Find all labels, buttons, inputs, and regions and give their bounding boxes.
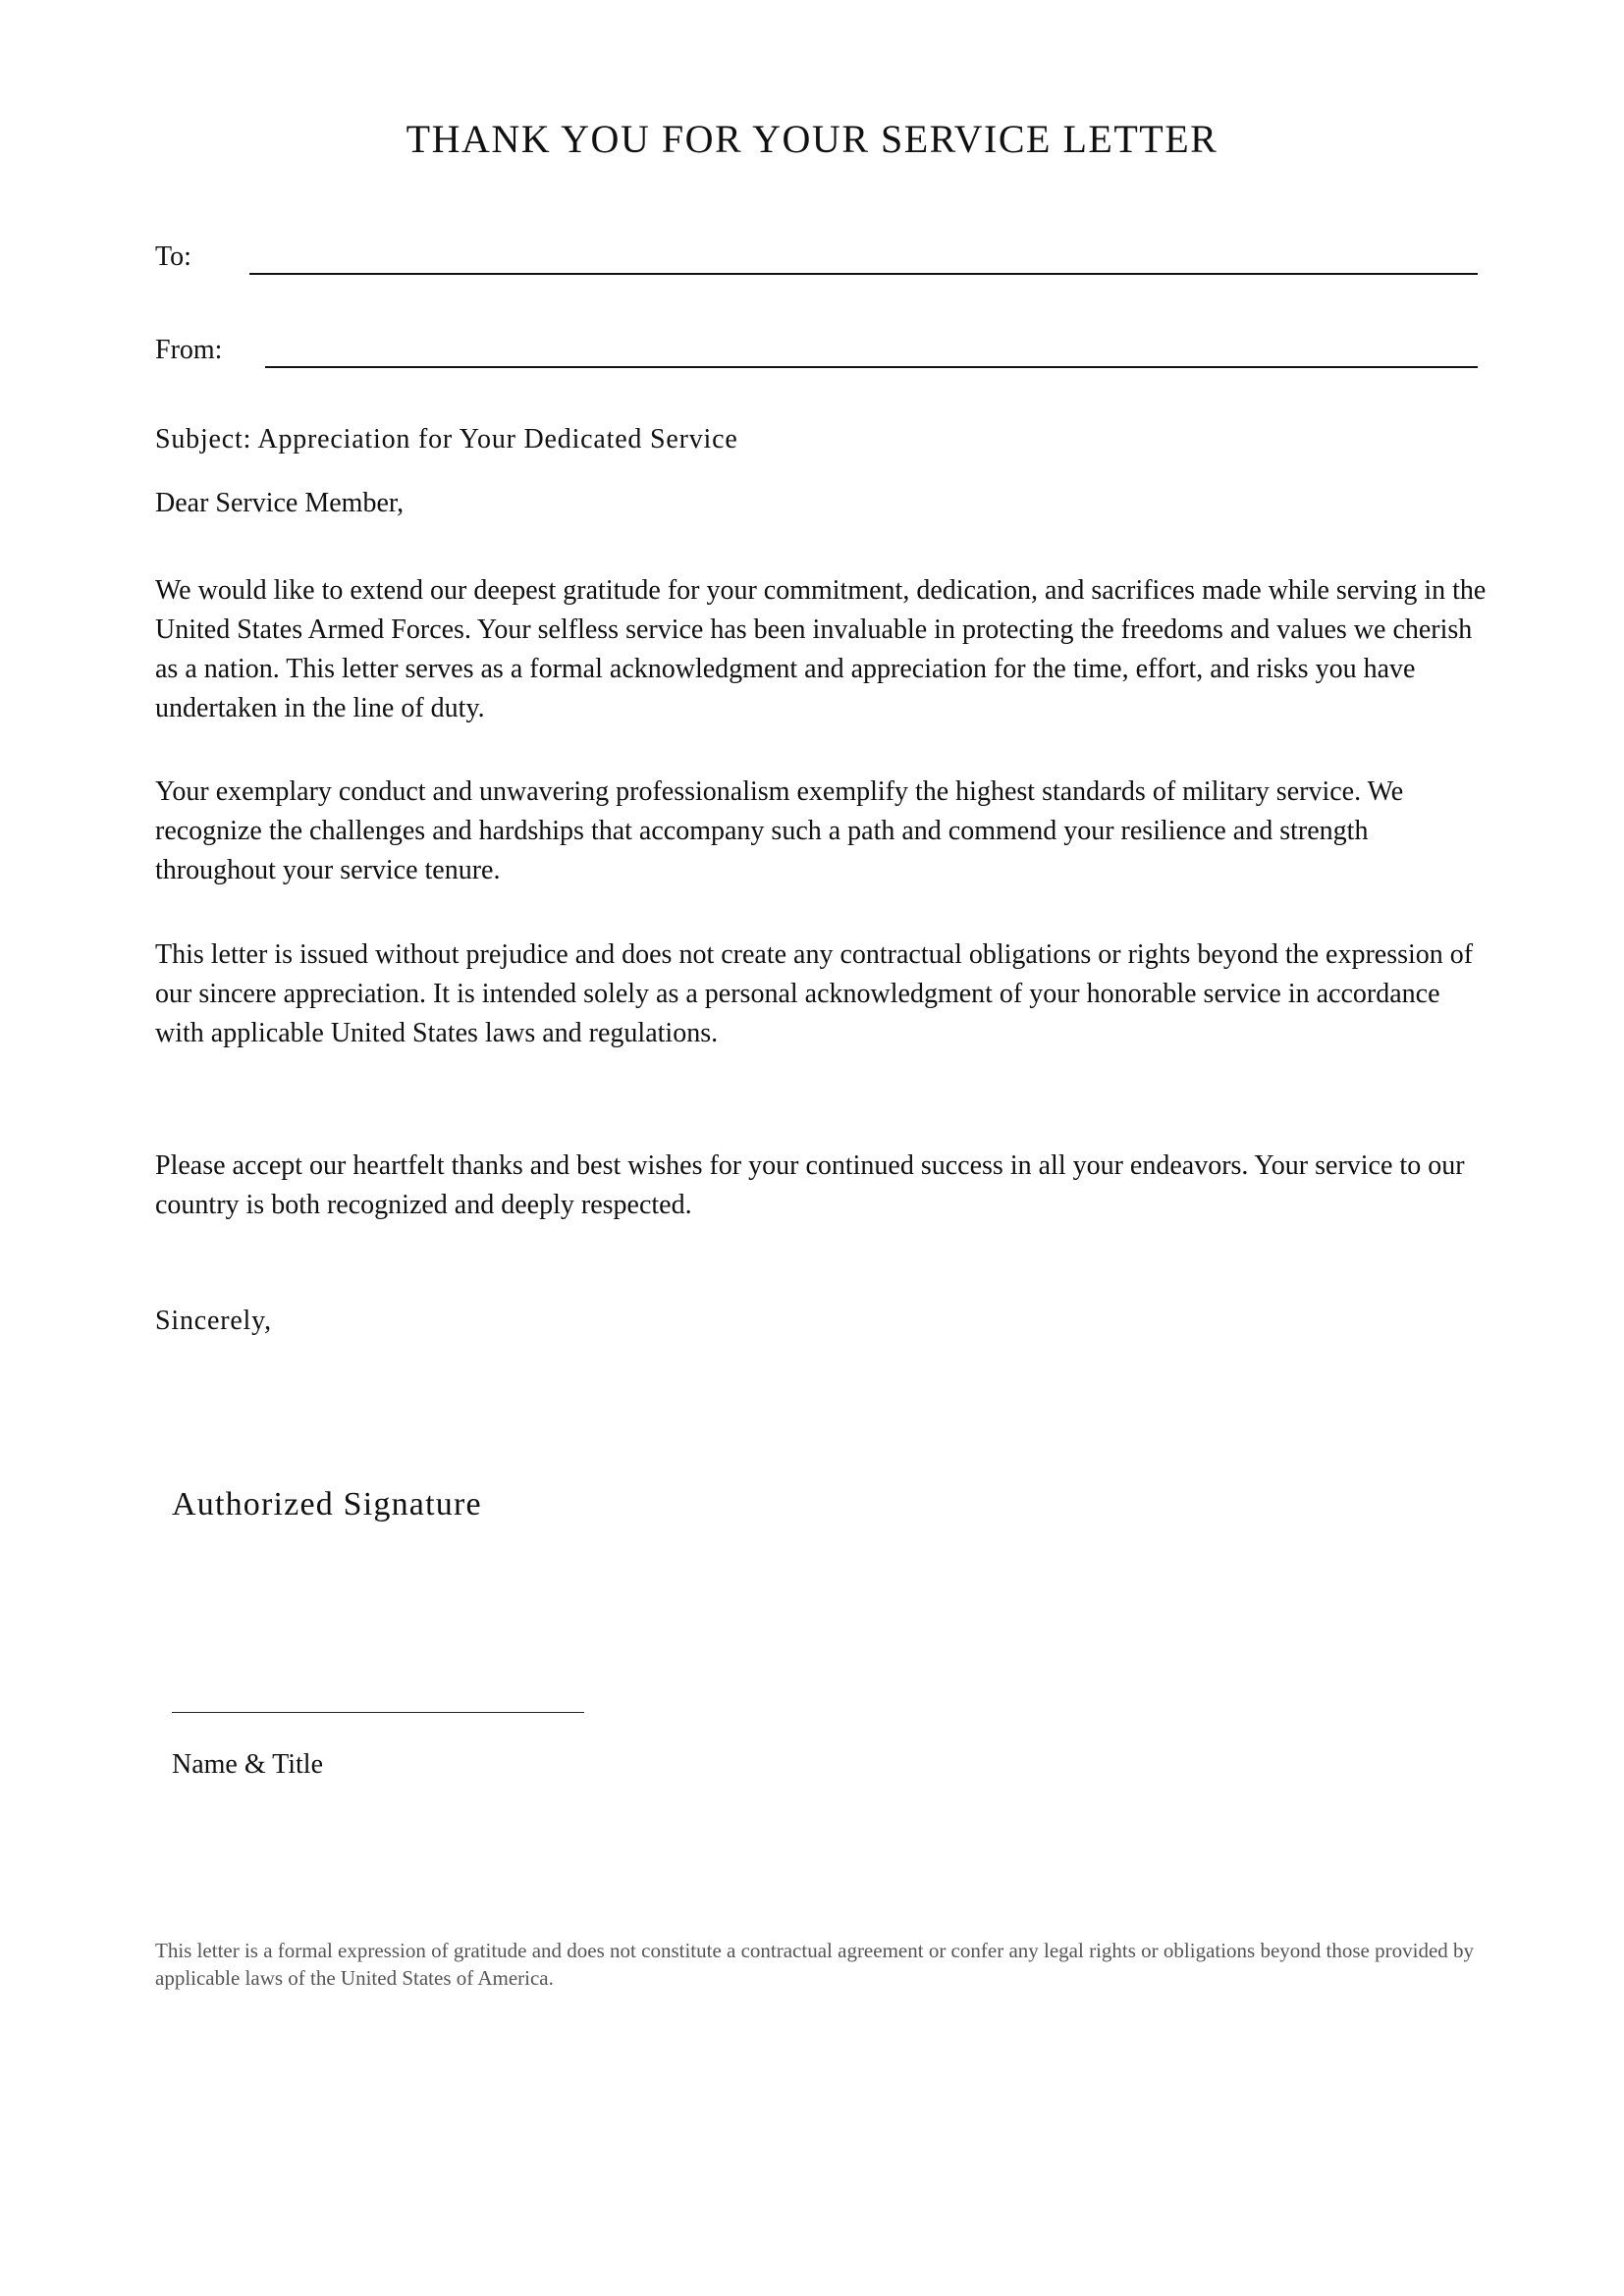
body-paragraph-1: We would like to extend our deepest gratitude for your commitment, dedication, and sacrifices made while serving in the United States Armed Forces. Your selfless service has been invaluable in protecting the freedoms and values we cherish as a nation. This letter serves as a formal acknowledgment and appreciation for the time, effort, and risks you have undertaken in the line of duty. (155, 575, 1487, 723)
from-label: From: (155, 335, 223, 365)
body-paragraph-3: This letter is issued without prejudice and does not create any contractual obligations or rights beyond the expression of our sincere appreciation. It is intended solely as a personal acknowledgment of your honorable service in accordance with applicable United States laws and regulations. (155, 939, 1474, 1048)
signature-line (172, 1712, 584, 1713)
to-blank-line (249, 273, 1478, 275)
salutation: Dear Service Member, (155, 488, 405, 518)
name-title-label: Name & Title (172, 1749, 324, 1780)
body-paragraph-4: Please accept our heartfelt thanks and best wishes for your continued success in all your endeavors. Your service to our country is both recognized and deeply respected. (155, 1150, 1465, 1220)
letter-title: THANK YOU FOR YOUR SERVICE LETTER (406, 117, 1218, 161)
from-field (155, 329, 1478, 368)
to-label: To: (155, 241, 191, 272)
body-paragraph-2: Your exemplary conduct and unwavering professionalism exemplify the highest standards of military service. We recognize the challenges and hardships that accompany such a path and commend your resilience and strength throughout your service tenure. (155, 776, 1404, 885)
subject-line: Subject: Appreciation for Your Dedicated Service (155, 424, 738, 454)
to-field (155, 236, 1478, 275)
from-blank-line (265, 366, 1478, 368)
disclaimer-text: This letter is a formal expression of gratitude and does not constitute a contractual agreement or confer any legal rights or obligations beyond those provided by applicable laws of the United States of America. (155, 1939, 1475, 1990)
closing: Sincerely, (155, 1306, 272, 1336)
signature-label: Authorized Signature (172, 1486, 482, 1522)
